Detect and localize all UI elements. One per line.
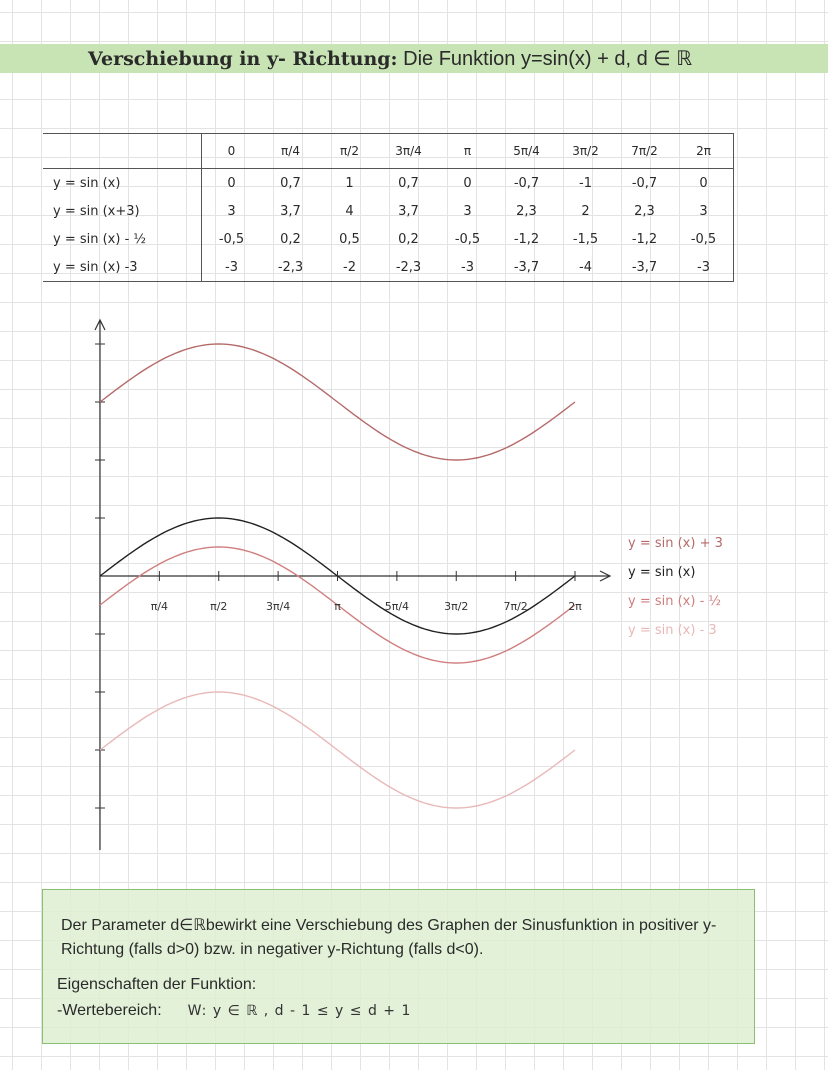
legend-entry: y = sin (x) - ½ <box>628 594 721 609</box>
table-corner-cell <box>43 134 202 169</box>
chart-legend <box>628 536 723 638</box>
table-cell: -4 <box>556 253 615 282</box>
table-cell: 3 <box>463 203 472 219</box>
page-title <box>88 46 692 71</box>
legend-entry: y = sin (x) - 3 <box>628 623 717 638</box>
table-cell: 3 <box>699 203 708 219</box>
table-cell: -0,5 <box>218 231 245 247</box>
table-cell: -2 <box>320 253 379 282</box>
sine-shift-chart <box>0 300 828 860</box>
table-cell: -3 <box>202 253 262 282</box>
x-tick-label: 7π/2 <box>503 600 528 613</box>
table-cell: 0,2 <box>398 231 419 247</box>
series-line <box>100 344 575 460</box>
info-box <box>42 889 755 1044</box>
function-label: y = sin (x) -3 <box>43 253 202 282</box>
table-cell: 0,7 <box>398 175 419 191</box>
x-header: 5π/4 <box>497 134 556 169</box>
table-cell: -0,7 <box>513 175 540 191</box>
x-header: 3π/4 <box>379 134 438 169</box>
table-cell: -1,2 <box>631 231 658 247</box>
legend-entry: y = sin (x) <box>628 565 696 580</box>
function-label: y = sin (x) - ½ <box>43 225 202 253</box>
range-row <box>57 1002 411 1020</box>
table-cell: 4 <box>345 203 354 219</box>
table-cell: -2,3 <box>261 253 320 282</box>
table-cell: -1 <box>579 175 592 191</box>
range-formula: W: y ∈ ℝ , d - 1 ≤ y ≤ d + 1 <box>187 1003 412 1019</box>
function-label: y = sin (x) <box>43 169 202 198</box>
table-cell: -2,3 <box>379 253 438 282</box>
table-cell: 1 <box>345 175 354 191</box>
chart-axes <box>95 320 610 850</box>
x-tick-label: 3π/2 <box>444 600 469 613</box>
table-cell: -3 <box>674 253 734 282</box>
table-cell: 3,7 <box>280 203 301 219</box>
table-cell: -3,7 <box>615 253 674 282</box>
table-cell: 2 <box>581 203 590 219</box>
x-tick-label: 3π/4 <box>265 600 291 613</box>
x-header: 0 <box>202 134 262 169</box>
table-cell: -0,7 <box>631 175 658 191</box>
title-function-part: Die Funktion y=sin(x) + d, d ∈ ℝ <box>397 48 693 70</box>
table-cell: -3,7 <box>497 253 556 282</box>
table-cell: 2,3 <box>516 203 537 219</box>
table-cell: -3 <box>438 253 497 282</box>
table-cell: 0,7 <box>280 175 301 191</box>
range-label: -Wertebereich: <box>57 1002 162 1019</box>
x-tick-label: π <box>334 600 341 613</box>
parameter-explanation: Der Parameter d∈ℝbewirkt eine Verschiebung des Graphen der Sinusfunktion in positiver y-Richtung (falls d>0) bzw. in negativer y-Richtung (falls d<0). <box>61 917 717 958</box>
table-cell: -1,5 <box>572 231 599 247</box>
x-header: π/4 <box>261 134 320 169</box>
table-row <box>43 225 734 253</box>
series-line <box>100 692 575 808</box>
table-cell: 0 <box>699 175 708 191</box>
value-table <box>43 133 734 282</box>
table-cell: -0,5 <box>454 231 481 247</box>
table-cell: 0,5 <box>339 231 360 247</box>
x-tick-label: π/4 <box>150 600 169 613</box>
chart-x-ticks <box>151 571 582 613</box>
x-header: 3π/2 <box>556 134 615 169</box>
properties-heading: Eigenschaften der Funktion: <box>57 976 257 993</box>
function-label: y = sin (x+3) <box>43 197 202 225</box>
table-cell: -1,2 <box>513 231 540 247</box>
table-cell: 3,7 <box>398 203 419 219</box>
table-cell: -0,5 <box>690 231 717 247</box>
table-cell: 2,3 <box>634 203 655 219</box>
table-cell: 3 <box>227 203 236 219</box>
legend-entry: y = sin (x) + 3 <box>628 536 723 551</box>
x-header: π <box>438 134 497 169</box>
table-row <box>43 169 734 198</box>
table-cell: 0,2 <box>280 231 301 247</box>
x-tick-label: π/2 <box>210 600 228 613</box>
x-tick-label: 2π <box>568 600 582 613</box>
title-bold-part: Verschiebung in y- Richtung: <box>88 48 398 70</box>
table-row <box>43 197 734 225</box>
table-row <box>43 253 734 282</box>
x-header: 7π/2 <box>615 134 674 169</box>
title-banner <box>0 44 828 73</box>
x-header: π/2 <box>320 134 379 169</box>
table-header-row <box>43 134 734 169</box>
table-cell: 0 <box>227 175 236 191</box>
table-cell: 0 <box>463 175 472 191</box>
x-header: 2π <box>674 134 734 169</box>
x-tick-label: 5π/4 <box>384 600 410 613</box>
